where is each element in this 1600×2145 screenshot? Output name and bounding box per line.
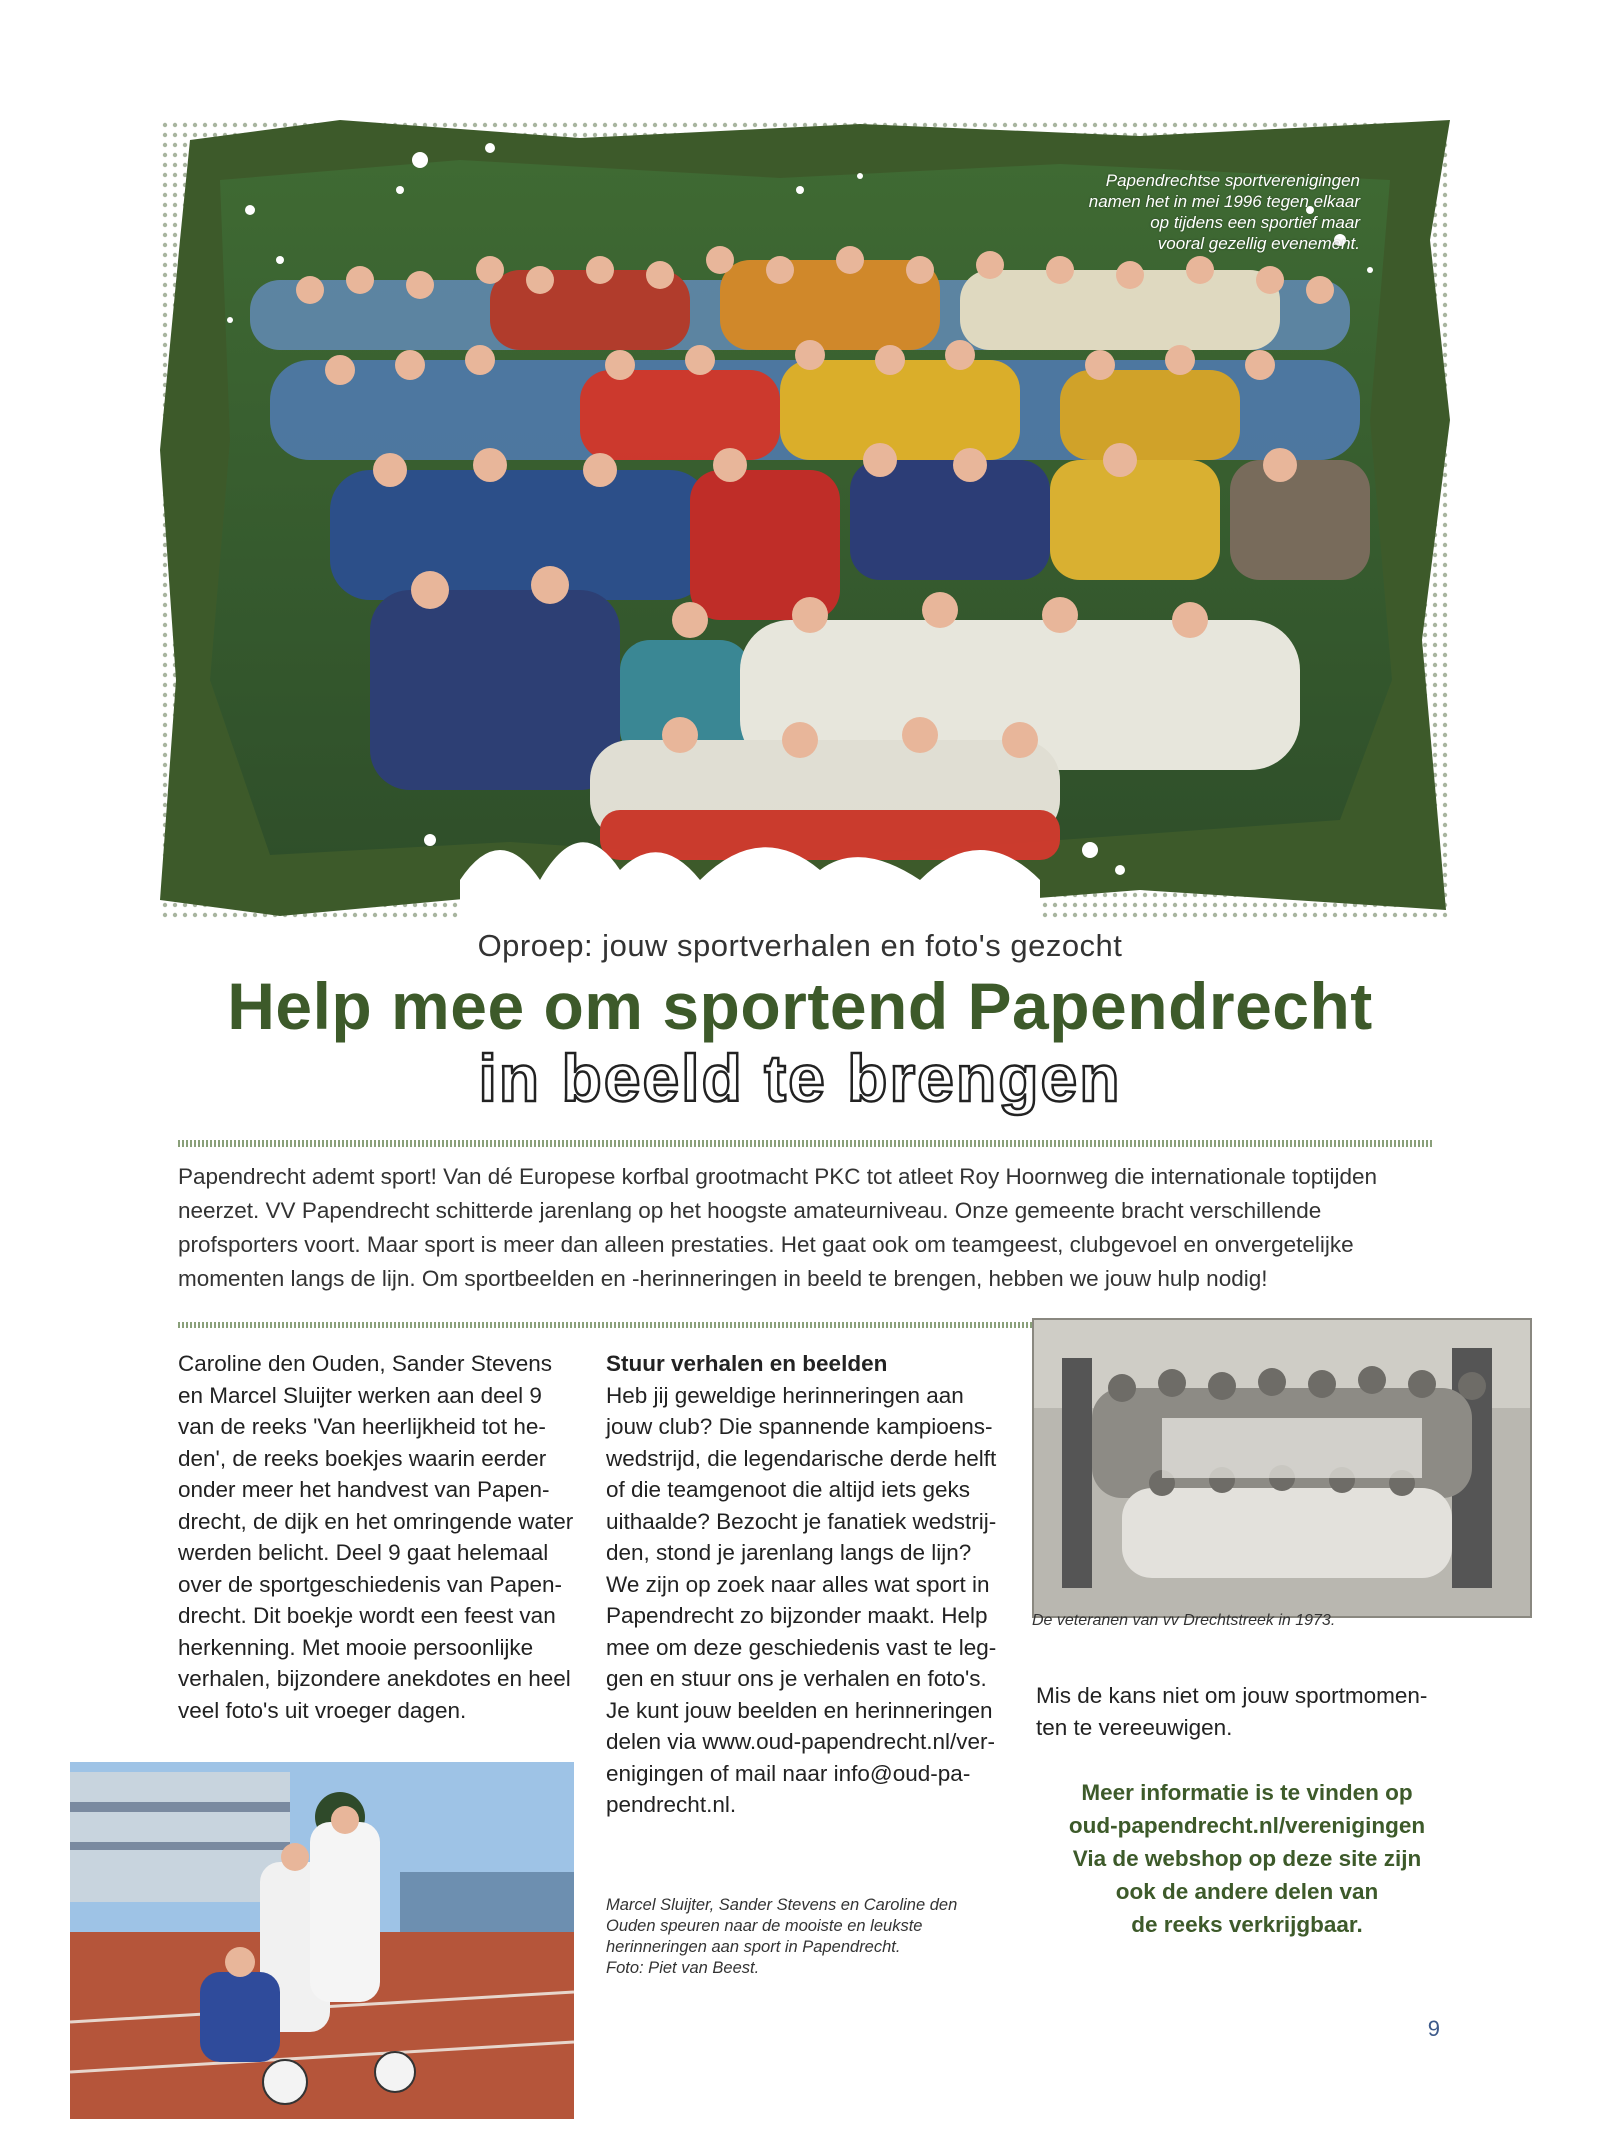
veterans-photo-illustration: [1032, 1318, 1532, 1618]
text-line: pendrecht.nl.: [606, 1792, 737, 1817]
text-line: over de sportgeschiedenis van Papen-: [178, 1571, 562, 1597]
veterans-photo: [1032, 1318, 1532, 1618]
info-line: de reeks verkrijgbaar.: [1131, 1912, 1363, 1937]
text-line: Papendrecht zo bijzonder maakt. Help: [606, 1603, 988, 1628]
column-subheading: Stuur verhalen en beelden: [606, 1351, 888, 1376]
text-line: uithaalde? Bezocht je fanatiek wedstrij-: [606, 1508, 997, 1534]
info-box: [1032, 1776, 1462, 1941]
text-line: van de reeks 'Van heerlijkheid tot he-: [178, 1414, 546, 1439]
trio-photo-illustration: [70, 1762, 574, 2119]
dotted-divider: [178, 1140, 1432, 1147]
hero-caption-line: op tijdens een sportief maar: [1150, 213, 1360, 232]
text-line: delen via www.oud-papendrecht.nl/ver-: [606, 1729, 995, 1754]
caption-line: Ouden speuren naar de mooiste en leukste: [606, 1917, 923, 1935]
caption-line: Foto: Piet van Beest.: [606, 1959, 760, 1977]
trio-photo-caption: [606, 1895, 1036, 1979]
article-column-3: [1036, 1680, 1456, 1743]
text-line: drecht, de dijk en het omringende water: [178, 1508, 574, 1534]
text-line: gen en stuur ons je verhalen en foto's.: [606, 1666, 987, 1691]
caption-line: herinneringen aan sport in Papendrecht.: [606, 1938, 901, 1956]
caption-line: Marcel Sluijter, Sander Stevens en Caroline den: [606, 1896, 958, 1914]
text-line: Caroline den Ouden, Sander Stevens: [178, 1351, 552, 1376]
headline-line-2: in beeld te brengen: [478, 1041, 1122, 1115]
hero-caption-line: vooral gezellig evenement.: [1157, 234, 1360, 253]
info-line: Via de webshop op deze site zijn: [1072, 1846, 1422, 1871]
text-line: Mis de kans niet om jouw sportmomen-: [1036, 1683, 1428, 1708]
article-column-2: [606, 1348, 1016, 1821]
text-line: den', de reeks boekjes waarin eerder: [178, 1445, 547, 1471]
text-line: mee om deze geschiedenis vast te leg-: [606, 1634, 997, 1660]
info-line: oud-papendrecht.nl/verenigingen: [1068, 1813, 1426, 1838]
text-line: werden belicht. Deel 9 gaat helemaal: [178, 1540, 549, 1565]
text-line: herkenning. Met mooie persoonlijke: [178, 1634, 534, 1660]
page-number: 9: [1427, 2016, 1440, 2041]
text-line: en Marcel Sluijter werken aan deel 9: [178, 1382, 542, 1408]
text-line: verhalen, bijzondere anekdotes en heel: [178, 1666, 571, 1691]
text-line: onder meer het handvest van Papen-: [178, 1477, 550, 1502]
text-line: veel foto's uit vroeger dagen.: [178, 1697, 467, 1723]
text-line: jouw club? Die spannende kampioens-: [606, 1414, 993, 1439]
text-line: We zijn op zoek naar alles wat sport in: [606, 1571, 990, 1597]
veterans-photo-caption: De veteranen van vv Drechtstreek in 1973.: [1032, 1612, 1336, 1629]
text-line: den, stond je jarenlang langs de lijn?: [606, 1540, 972, 1565]
text-line: enigingen of mail naar info@oud-pa-: [606, 1760, 971, 1786]
hero-caption-line: Papendrechtse sportverenigingen: [1105, 171, 1360, 190]
headline-line-1: Help mee om sportend Papendrecht: [227, 969, 1373, 1043]
article-column-1: [178, 1348, 578, 1726]
text-line: wedstrijd, die legendarische derde helft: [606, 1445, 997, 1471]
dotted-divider: [178, 1322, 1032, 1328]
text-line: Je kunt jouw beelden en herinneringen: [606, 1697, 993, 1723]
text-line: drecht. Dit boekje wordt een feest van: [178, 1603, 556, 1628]
intro-paragraph: Papendrecht ademt sport! Van dé Europese korfbal grootmacht PKC tot atleet Roy Hoornweg die internationale toptijden neerzet. VV Papendrecht schitterde jarenlang op het hoogste amateurniveau. Onze gemeente bracht verschillende profsporters voort. Maar sport is meer dan alleen prestaties. Het gaat ook om teamgeest, clubgevoel en onvergetelijke momenten langs de lijn. Om sportbeelden en -herinneringen in beeld te brengen, hebben we jouw hulp nodig!: [178, 1164, 1378, 1291]
trio-photo: [70, 1762, 574, 2119]
text-line: Heb jij geweldige herinneringen aan: [606, 1382, 964, 1408]
hero-caption-line: namen het in mei 1996 tegen elkaar: [1088, 192, 1360, 211]
info-line: ook de andere delen van: [1115, 1879, 1379, 1904]
hero-caption: [1010, 170, 1360, 254]
text-line: of die teamgenoot die altijd iets geks: [606, 1477, 970, 1502]
text-line: ten te vereeuwigen.: [1036, 1714, 1233, 1740]
info-line: Meer informatie is te vinden op: [1081, 1780, 1413, 1805]
kicker-subtitle: Oproep: jouw sportverhalen en foto's gezocht: [477, 928, 1123, 963]
